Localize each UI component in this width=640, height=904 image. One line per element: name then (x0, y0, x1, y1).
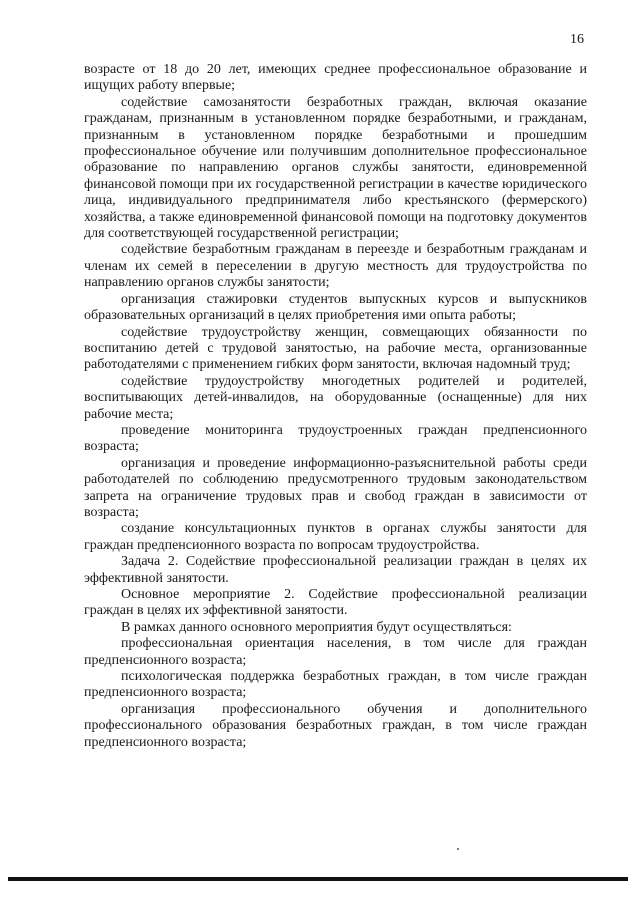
paragraph-relocation-support: содействие безработным гражданам в переезде и безработным гражданам и членам их семей в переселении в другую местность для трудоустройства по направлению органов службы занятости; (84, 242, 587, 291)
paragraph-women-employment: содействие трудоустройству женщин, совмещающих обязанности по воспитанию детей с трудовой занятостью, на рабочие места, организованные работодателями с применением гибких форм занятости, включая надомный труд; (84, 324, 587, 373)
paragraph-student-internships: организация стажировки студентов выпускных курсов и выпускников образовательных организаций в целях приобретения ими опыта работы; (84, 291, 587, 324)
paragraph-consultation-points: создание консультационных пунктов в органах службы занятости для граждан предпенсионного возраста по вопросам трудоустройства. (84, 521, 587, 553)
paragraph-employer-outreach: организация и проведение информационно-разъяснительной работы среди работодателей по соблюдению предусмотренного трудовым законодательством запрета на ограничение трудовых прав и свобод граждан в зависимости от возраста; (84, 455, 587, 520)
paragraph-task-2: Задача 2. Содействие профессиональной реализации граждан в целях их эффективной занятости. (84, 554, 587, 586)
paragraph-activities-intro: В рамках данного основного мероприятия будут осуществляться: (121, 619, 512, 635)
document-body (84, 62, 587, 751)
paragraph-continuation: возрасте от 18 до 20 лет, имеющих среднее профессиональное образование и ищущих работу впервые; (84, 62, 587, 94)
scan-bottom-edge (8, 877, 628, 881)
page-number: 16 (570, 32, 584, 47)
scan-speck (457, 848, 459, 850)
paragraph-large-family-parents: содействие трудоустройству многодетных родителей и родителей, воспитывающих детей-инвалидов, на оборудованные (оснащенные) для них рабочие места; (84, 373, 587, 422)
paragraph-psychological-support: психологическая поддержка безработных граждан, в том числе граждан предпенсионного возраста; (84, 669, 587, 701)
paragraph-self-employment-support: содействие самозанятости безработных граждан, включая оказание гражданам, признанным в установленном порядке безработными, и гражданам, признанным в установленном порядке безработными и прошедшим профессиональное обучение или получившим дополнительное профессиональное образование по направлению органов службы занятости, единовременной финансовой помощи при их государственной регистрации в качестве юридического лица, индивидуального предпринимателя либо крестьянского (фермерского) хозяйства, а также единовременной финансовой помощи на подготовку документов для соответствующей государственной регистрации; (84, 94, 587, 242)
paragraph-monitoring: проведение мониторинга трудоустроенных граждан предпенсионного возраста; (84, 422, 587, 455)
paragraph-vocational-training: организация профессионального обучения и дополнительного профессионального образования безработных граждан, в том числе граждан предпенсионного возраста; (84, 701, 587, 750)
paragraph-career-guidance: профессиональная ориентация населения, в том числе для граждан предпенсионного возраста; (84, 636, 587, 668)
paragraph-main-activity-2: Основное мероприятие 2. Содействие профессиональной реализации граждан в целях их эффективной занятости. (84, 587, 587, 619)
